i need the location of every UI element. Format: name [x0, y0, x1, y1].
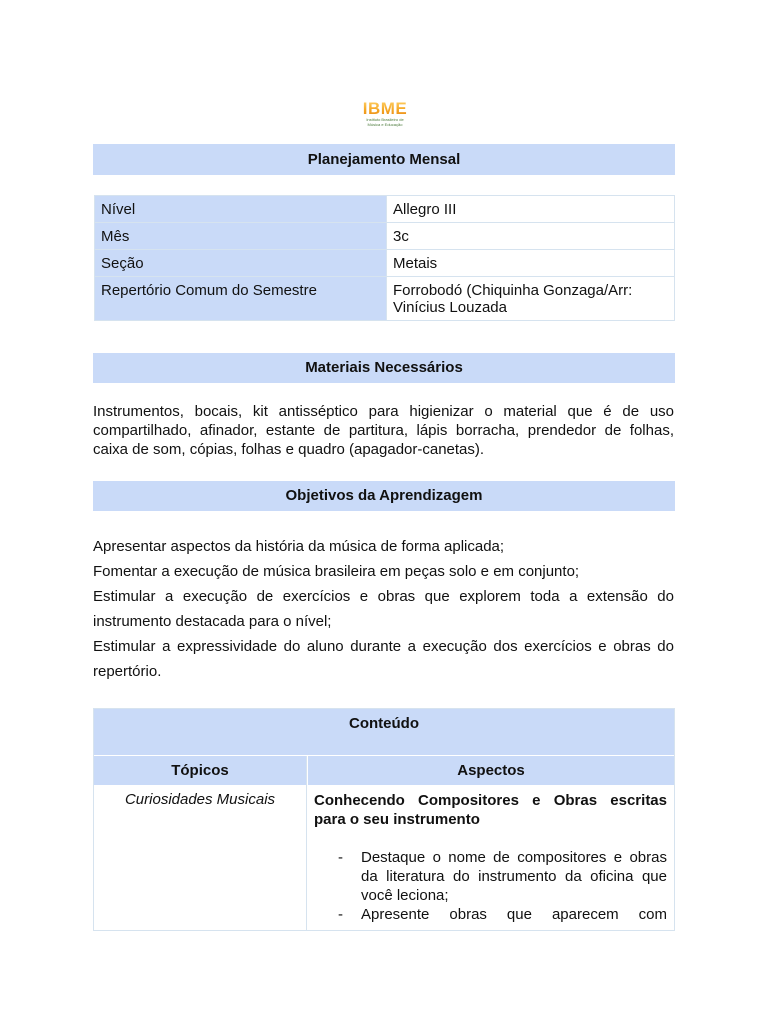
info-key: Mês — [95, 223, 387, 250]
objectives-list — [93, 534, 674, 684]
bullet-text: Apresente obras que aparecem com — [361, 906, 667, 923]
aspects-cell — [314, 791, 667, 924]
info-key: Seção — [95, 250, 387, 277]
logo-wordmark: IBME — [360, 100, 410, 118]
objectives-heading: Objetivos da Aprendizagem — [93, 481, 675, 511]
topics-column-header: Tópicos — [94, 756, 306, 785]
aspects-column-header: Aspectos — [308, 756, 674, 785]
aspect-title: Conhecendo Compositores e Obras escritas — [314, 792, 667, 809]
list-item: - Apresente obras que aparecem com — [338, 906, 667, 923]
bullet-text: Destaque o nome de compositores e obras da literatura do instrumento da oficina que você leciona; — [361, 849, 667, 904]
content-heading: Conteúdo — [94, 709, 674, 755]
info-table — [94, 195, 675, 321]
ibme-logo — [360, 100, 410, 130]
materials-text: Instrumentos, bocais, kit antisséptico para higienizar o material que é de uso compartilhado, afinador, estante de partitura, lápis borracha, prendedor de folhas, caixa de som, cópias, folhas e quadro (apagador-canetas). — [93, 403, 674, 458]
list-item: - Destaque o nome de compositores e obras da literatura do instrumento da oficina que você leciona; — [338, 849, 667, 904]
info-value: Allegro III — [387, 196, 675, 223]
info-value: Forrobodó (Chiquinha Gonzaga/Arr: Vinícius Louzada — [387, 277, 675, 321]
table-row — [95, 277, 675, 321]
aspect-title-cont: para o seu instrumento — [314, 811, 480, 828]
table-row — [95, 223, 675, 250]
info-key: Repertório Comum do Semestre — [95, 277, 387, 321]
materials-heading: Materiais Necessários — [93, 353, 675, 383]
table-row — [95, 250, 675, 277]
page-title: Planejamento Mensal — [93, 144, 675, 175]
content-table — [93, 708, 675, 931]
column-divider — [306, 756, 307, 931]
info-value: 3c — [387, 223, 675, 250]
objective-item: Estimular a expressividade do aluno durante a execução dos exercícios e obras do repertório. — [93, 638, 674, 680]
logo-subtitle: Instituto Brasileiro de Música e Educação — [366, 117, 404, 127]
info-key: Nível — [95, 196, 387, 223]
info-value: Metais — [387, 250, 675, 277]
objective-item: Apresentar aspectos da história da música de forma aplicada; — [93, 538, 505, 555]
table-row — [95, 196, 675, 223]
topic-cell: Curiosidades Musicais — [124, 791, 276, 808]
objective-item: Estimular a execução de exercícios e obras que explorem toda a extensão do instrumento destacada para o nível; — [93, 588, 674, 630]
objective-item: Fomentar a execução de música brasileira em peças solo e em conjunto; — [93, 563, 580, 580]
